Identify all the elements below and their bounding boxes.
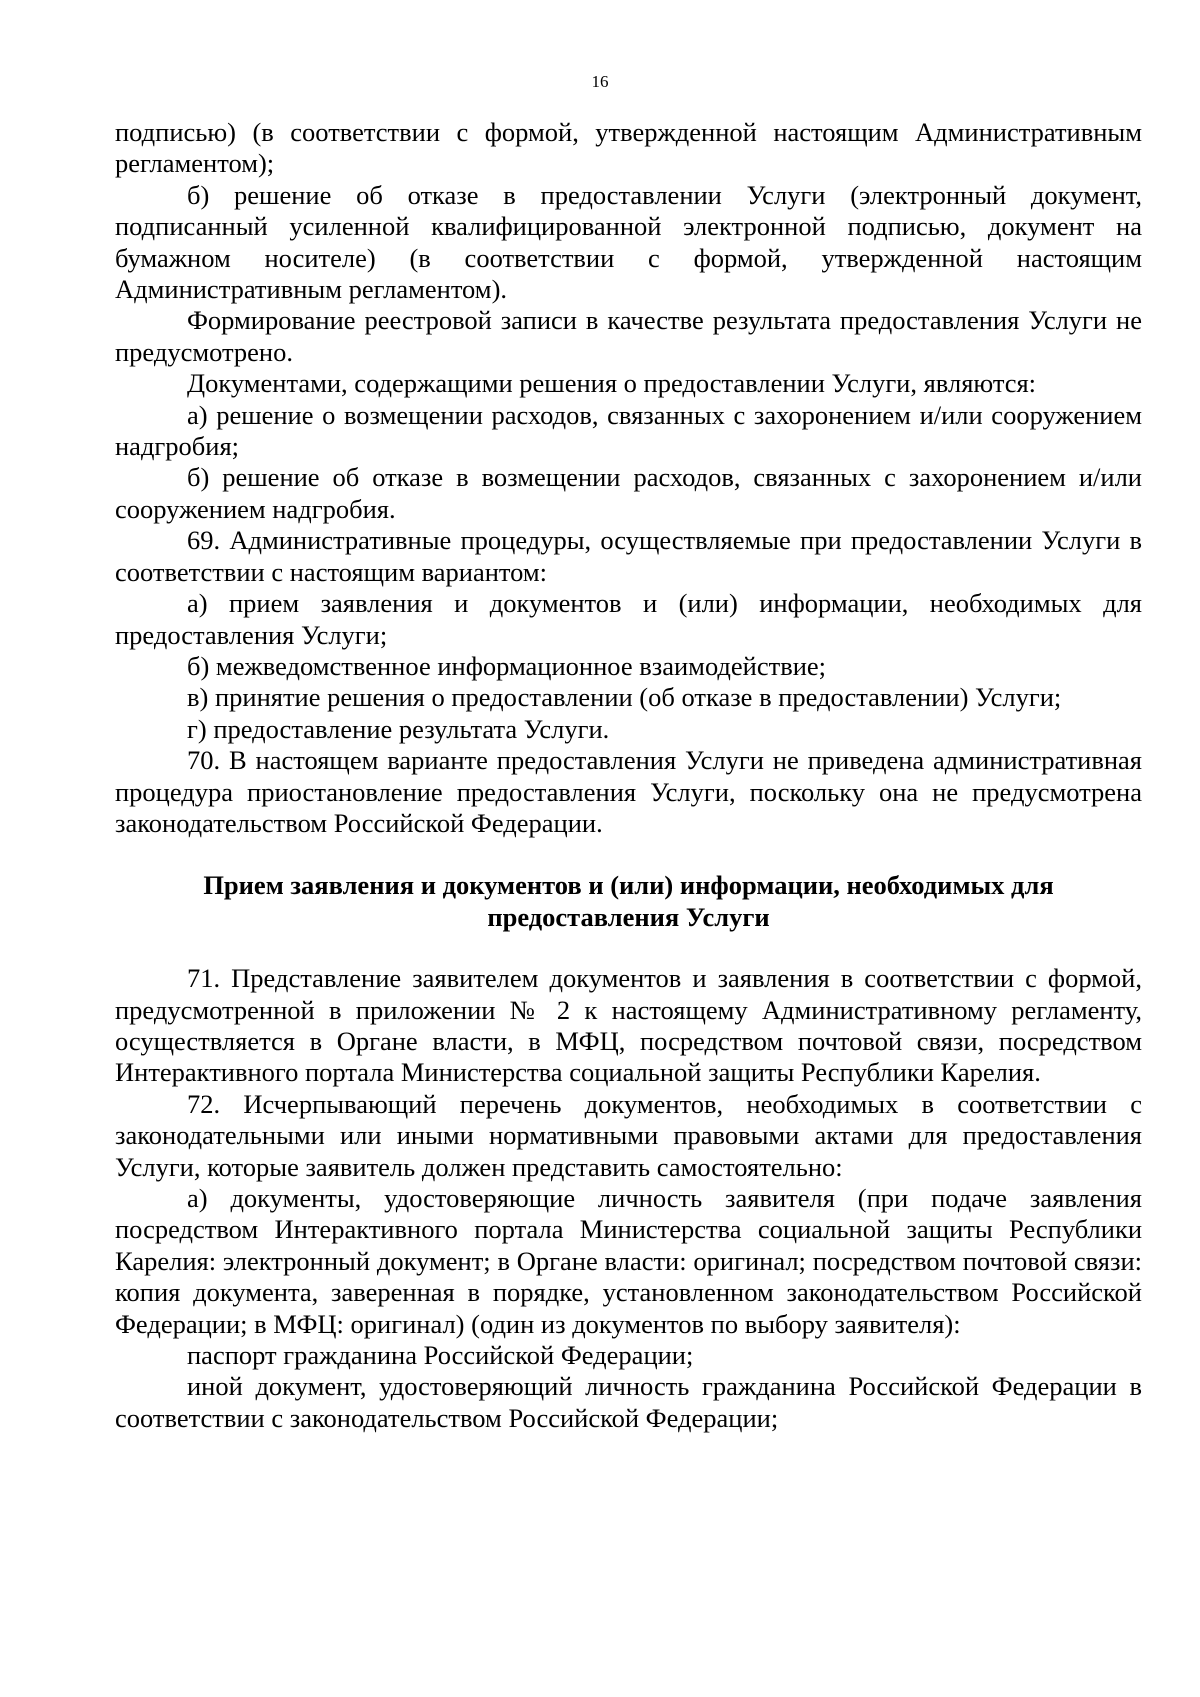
paragraph: б) межведомственное информационное взаимодействие; (187, 650, 827, 681)
paragraph: а) документы, удостоверяющие личность заявителя (при подаче заявления посредством Интерактивного портала Министерства социальной защиты Республики Карелия: электронный документ; в Органе власти: оригинал; посредством почтовой связи: копия документа, заверенная в порядке, установленном законодательством Российской Федерации; в МФЦ: оригинал) (один из документов по выбору заявителя): (115, 1183, 1142, 1339)
paragraph: Документами, содержащими решения о предоставлении Услуги, являются: (187, 368, 1037, 399)
paragraph: б) решение об отказе в возмещении расходов, связанных с захоронением и/или сооружением надгробия. (115, 462, 1142, 524)
paragraph: а) решение о возмещении расходов, связанных с захоронением и/или сооружением надгробия; (115, 399, 1142, 462)
paragraph: паспорт гражданина Российской Федерации; (187, 1340, 694, 1371)
paragraph: подписью) (в соответствии с формой, утвержденной настоящим Административным регламентом); (115, 117, 1142, 179)
paragraph: в) принятие решения о предоставлении (об отказе в предоставлении) Услуги; (187, 682, 1062, 713)
section-heading: Прием заявления и документов и (или) информации, необходимых для предоставления Услуги (203, 870, 1054, 932)
paragraph: а) прием заявления и документов и (или) информации, необходимых для предоставления Услуги; (115, 588, 1142, 650)
paragraph: г) предоставление результата Услуги. (187, 713, 610, 744)
paragraph: 70. В настоящем варианте предоставления Услуги не приведена административная процедура приостановление предоставления Услуги, поскольку она не предусмотрена законодательством Российской Федерации. (115, 745, 1142, 838)
document-body (115, 117, 1142, 1434)
paragraph: б) решение об отказе в предоставлении Услуги (электронный документ, подписанный усиленной квалифицированной электронной подписью, документ на бумажном носителе) (в соответствии с формой, утвержденной настоящим Административным регламентом). (115, 179, 1142, 305)
paragraphs-after-heading (115, 963, 1142, 1434)
paragraph: 69. Административные процедуры, осуществляемые при предоставлении Услуги в соответствии с настоящим вариантом: (115, 525, 1142, 587)
page-number: 16 (591, 72, 609, 91)
paragraph: Формирование реестровой записи в качестве результата предоставления Услуги не предусмотрено. (115, 305, 1142, 367)
paragraphs-before-heading (115, 117, 1142, 839)
paragraph: иной документ, удостоверяющий личность гражданина Российской Федерации в соответствии с законодательством Российской Федерации; (115, 1371, 1142, 1433)
paragraph: 71. Представление заявителем документов и заявления в соответствии с формой, предусмотренной в приложении № 2 к настоящему Административному регламенту, осуществляется в Органе власти, в МФЦ, посредством почтовой связи, посредством Интерактивного портала Министерства социальной защиты Республики Карелия. (115, 963, 1142, 1088)
paragraph: 72. Исчерпывающий перечень документов, необходимых в соответствии с законодательными или иными нормативными правовыми актами для предоставления Услуги, которые заявитель должен представить самостоятельно: (115, 1088, 1142, 1182)
